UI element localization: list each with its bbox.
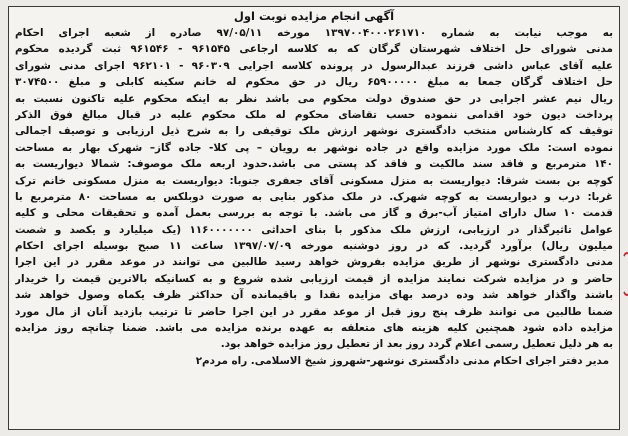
notice-line: علیه آقای عباس داشی فرزند عبدالرسول در پرونده کلاسه اجرایی ۹۶۰۳۰۹ - ۹۶۲۱۰۱ اجرای مدنی شورای [15,59,613,72]
red-pen-mark [620,252,628,296]
notice-line: مدنی دادگستری نوشهر از طریق مزایده بفروش خواهد رسید طالبین می توانند در موعد مقرر در این اجرا [15,256,613,269]
notice-title: آگهی انجام مزایده نوبت اول [233,9,395,23]
notice-line: عوامل تاثیرگذار در ارزیابی، ارزش ملک مذکور با بنای احداثی ۱۱۶۰۰۰۰۰۰۰ (یک میلیارد و یکصد و شصت [15,223,613,236]
notice-line: ضمنا طالبین می توانند ظرف پنج روز قبل از موعد مقرر در این اجرا حاضر تا ترتیب بازدید آنان از مال مورد [15,305,613,318]
notice-line: توقیف که کارشناس منتخب دادگستری نوشهر ارزش ملک توقیفی را به شرح ذیل ارزیابی و توصیف اجمالی [15,125,613,138]
notice-signature: مدیر دفتر اجرای احکام مدنی دادگستری نوشهر-شهروز شیخ الاسلامی. راه مردم۲ [195,354,609,367]
notice-line: ۱۴۰ مترمربع و فاقد سند مالکیت و فاقد کد پستی می باشد.حدود اربعه ملک موصوف: شمالا دیواریست به [15,158,613,171]
notice-line: باشند واگذار خواهد شد وده درصد بهای مزایده نقدا و باقیمانده آن حداکثر ظرف یکماه وصول خواهد شد [15,289,613,302]
notice-line: غربا: درب و دیواریست به کوچه شهرک. در ملک مذکور بنایی به صورت دوبلکس به مساحت ۸۰ مترمربع با [15,190,613,203]
notice-line: نموده است: ملک مورد مزایده واقع در جاده نوشهر به رویان – پی کلا- جاده گاز– شهرک بهار به مساحت [15,141,613,154]
notice-line: کوچه بن بست شرقا: دیواریست به منزل مسکونی آقای جعفری جنوبا: دیواریست به منزل مسکونی خانم ترک [15,174,613,187]
notice-line: به هر دلیل تعطیل رسمی اعلام گردد روز بعد از تعطیل روز مزایده خواهد بود. [220,338,613,351]
notice-line: قدمت ۱۰ سال دارای امتیاز آب-برق و گاز می باشد. با توجه به بررسی بعمل آمده و تحقیقات محلی و کلیه [15,207,613,220]
notice-line: حاضر و در مزایده شرکت نمایند مزایده از قیمت ارزیابی شده شروع و به کسانیکه بالاترین قیمت را خریدار [15,272,613,285]
notice-line: به موجب نیابت به شماره ۱۳۹۷۰۰۴۰۰۰۲۶۱۷۱۰ مورخه ۹۷/۰۵/۱۱ صادره از شعبه اجرای احکام [15,27,613,39]
notice-line: مدنی شورای حل اختلاف شهرستان گرگان که به کلاسه ارجاعی ۹۶۱۵۴۵ - ۹۶۱۵۴۶ ثبت گردیده محکوم [15,43,613,56]
notice-line: پرداخت دیون خود اقدامی ننموده حسب تقاضای محکوم له ملک محکوم علیه در قبال مبالغ فوق الذکر [15,108,613,121]
notice-body [15,25,613,369]
notice-line: حل اختلاف گرگان جمعا به مبلغ ۶۵۹۰۰۰۰۰ ریال در حق محکوم له خانم سکینه کابلی و مبلغ ۳۰۷۴۵۰۰ [15,76,613,89]
notice-line: مزایده داده شود همچنین کلیه هزینه های متعلقه به عهده برنده مزایده می باشد. ضمنا چنانچه روز مزایده [15,322,613,335]
notice-line: میلیون ریال) برآورد گردید. که در روز دوشنبه مورخه ۱۳۹۷/۰۷/۰۹ ساعت ۱۱ صبح بوسیله اجرای احکام [15,240,613,253]
notice-line: ریال نیم عشر اجرایی در حق صندوق دولت محکوم می باشد نظر به اینکه محکوم علیه تاکنون نسبت به [15,92,613,105]
auction-notice [8,6,620,430]
